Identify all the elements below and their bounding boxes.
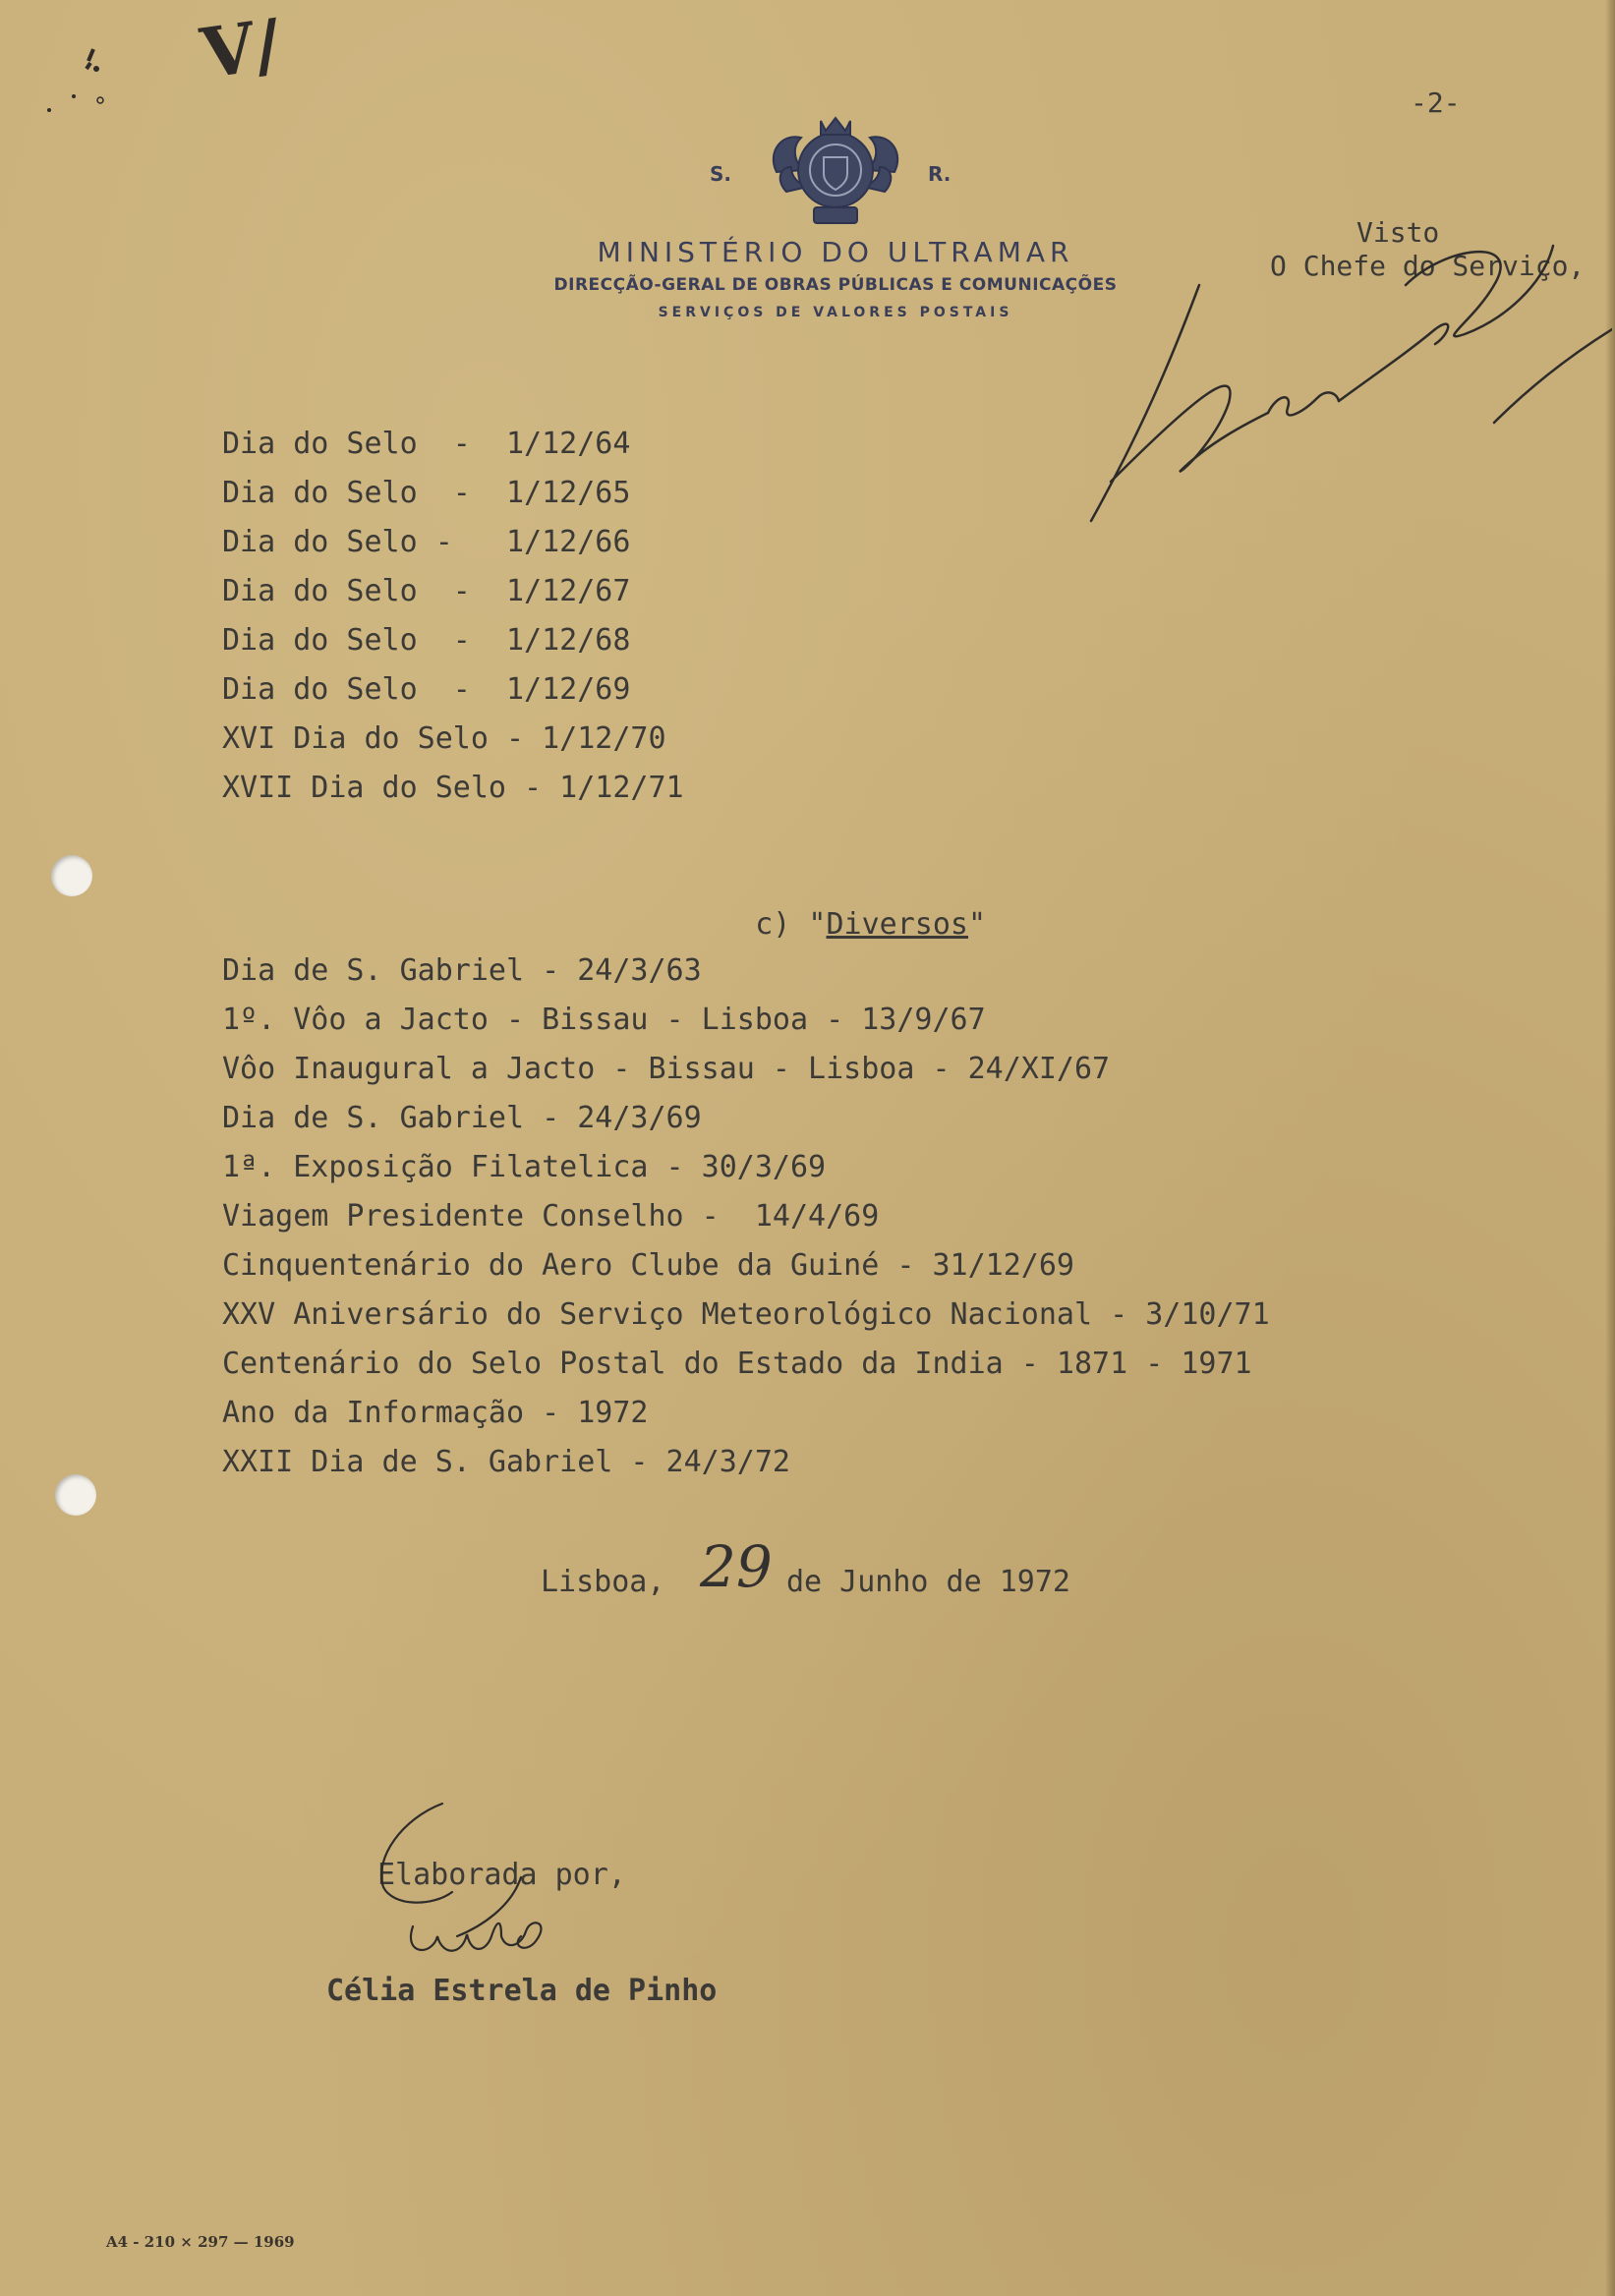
header-letter-s: S. — [710, 162, 732, 186]
form-code: A4 - 210 × 297 — 1969 — [106, 2233, 295, 2251]
list-item: XVI Dia do Selo - 1/12/70 — [222, 721, 666, 756]
list-item: Dia de S. Gabriel - 24/3/69 — [222, 1101, 702, 1135]
list-item: Cinquentenário do Aero Clube da Guiné - 31/12/69 — [222, 1248, 1074, 1283]
section-suffix: " — [968, 907, 987, 942]
list-item: 1º. Vôo a Jacto - Bissau - Lisboa - 13/9/67 — [222, 1003, 986, 1037]
list-item: Vôo Inaugural a Jacto - Bissau - Lisboa - 24/XI/67 — [222, 1052, 1111, 1086]
punch-hole-bottom — [55, 1474, 96, 1516]
visto-chief-line: O Chefe do Serviço, — [1270, 250, 1586, 282]
list-item: XVII Dia do Selo - 1/12/71 — [222, 771, 684, 805]
section-title: Diversos — [826, 907, 968, 942]
list-item: Dia do Selo - 1/12/67 — [222, 574, 631, 608]
date-day-handwritten: 29 — [700, 1533, 773, 1600]
service-title: SERVIÇOS DE VALORES POSTAIS — [658, 305, 1013, 320]
section-heading — [684, 873, 986, 976]
list-item: Viagem Presidente Conselho - 14/4/69 — [222, 1199, 880, 1234]
coat-of-arms-emblem — [757, 113, 914, 231]
list-item: 1ª. Exposição Filatelica - 30/3/69 — [222, 1150, 827, 1184]
list-item: XXII Dia de S. Gabriel - 24/3/72 — [222, 1445, 790, 1479]
author-name: Célia Estrela de Pinho — [326, 1974, 718, 2008]
page-number: -2- — [1411, 86, 1461, 119]
section-prefix: c) " — [755, 907, 827, 942]
visto-label: Visto — [1356, 216, 1440, 249]
ministry-title: MINISTÉRIO DO ULTRAMAR — [597, 236, 1074, 268]
list-item: Dia de S. Gabriel - 24/3/63 — [222, 953, 702, 988]
date-city: Lisboa, — [541, 1565, 665, 1599]
punch-hole-top — [51, 855, 92, 896]
list-item: Dia do Selo - 1/12/69 — [222, 672, 631, 707]
date-rest: de Junho de 1972 — [786, 1565, 1070, 1599]
ink-dots — [39, 39, 118, 118]
header-letter-r: R. — [928, 162, 952, 186]
list-item: Ano da Informação - 1972 — [222, 1396, 649, 1430]
list-item: Centenário do Selo Postal do Estado da India - 1871 - 1971 — [222, 1347, 1252, 1381]
list-item: Dia do Selo - 1/12/68 — [222, 623, 631, 658]
list-item: Dia do Selo - 1/12/65 — [222, 476, 631, 510]
direction-title: DIRECÇÃO-GERAL DE OBRAS PÚBLICAS E COMUNICAÇÕES — [553, 275, 1118, 295]
list-item: XXV Aniversário do Serviço Meteorológico Nacional - 3/10/71 — [222, 1297, 1270, 1332]
page-edge — [1605, 0, 1615, 2296]
signoff-label: Elaborada por, — [377, 1858, 626, 1892]
author-signature — [364, 1799, 600, 1966]
corner-mark: V/ — [196, 2, 286, 95]
list-item: Dia do Selo - 1/12/66 — [222, 525, 631, 559]
list-item: Dia do Selo - 1/12/64 — [222, 427, 631, 461]
chief-signature — [1081, 226, 1612, 531]
